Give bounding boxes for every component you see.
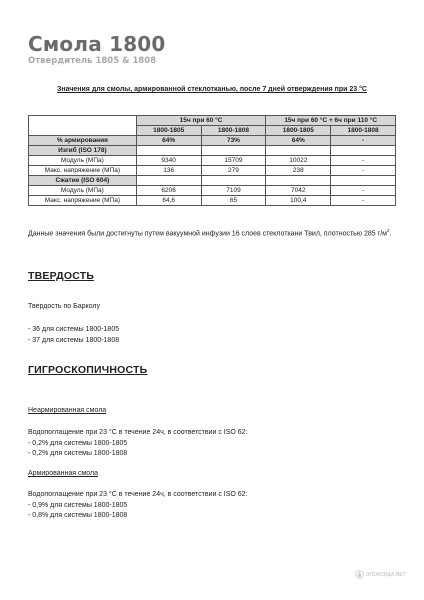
table-cell [266, 146, 331, 156]
table-cell [331, 176, 396, 186]
table-cell: 15709 [201, 156, 266, 166]
table-row [29, 136, 396, 146]
unreinforced-title: Неармированная смола [28, 407, 107, 414]
list-item: - 0,2% для системы 1800-1805 [28, 439, 128, 447]
table-cell: 73% [201, 136, 266, 146]
table-cell: - [331, 166, 396, 176]
table-cell: - [331, 156, 396, 166]
row-label: Модуль (МПа) [29, 156, 137, 166]
table-cell: - [331, 136, 396, 146]
system-header: 1800-1808 [331, 126, 396, 136]
table-cell [136, 146, 201, 156]
system-header: 1800-1805 [266, 126, 331, 136]
hardness-intro: Твердость по Барколу [28, 303, 100, 310]
table-cell: 64% [136, 136, 201, 146]
table-row [29, 116, 396, 126]
document-title: Смола 1800 [28, 32, 166, 56]
table-cell: 279 [201, 166, 266, 176]
table-row [29, 156, 396, 166]
note-text: Данные значения были достигнуты путем вакуумной инфузии 16 слоев стеклоткани Твил, плотностью 285 г/м [28, 230, 387, 238]
note-superscript: 2 [386, 228, 390, 233]
condition-header-1: 15ч при 60 °C [136, 116, 266, 126]
unreinforced-intro: Водопоглащение при 23 °C в течение 24ч, в соответствии с ISO 62: [28, 429, 248, 436]
row-label: Модуль (МПа) [29, 186, 137, 196]
list-item: - 0,9% для системы 1800-1805 [28, 501, 128, 509]
drop-logo-icon [355, 570, 364, 579]
list-item: - 0,8% для системы 1800-1808 [28, 512, 128, 519]
table-cell: - [331, 186, 396, 196]
table-corner-cell [29, 116, 137, 136]
table-cell [201, 176, 266, 186]
table-row [29, 166, 396, 176]
table-cell [136, 176, 201, 186]
list-item: - 0,2% для системы 1800-1808 [28, 450, 128, 457]
hygroscopicity-heading: ГИГРОСКОПИЧНОСТЬ [28, 364, 148, 376]
section-header: Изгиб (ISO 178) [29, 146, 137, 156]
table-cell: 65 [201, 196, 266, 206]
table-cell: 136 [136, 166, 201, 176]
table-cell: 64% [266, 136, 331, 146]
hardness-heading: ТВЕРДОСТЬ [28, 270, 95, 282]
condition-header-2: 15ч при 60 °C + 6ч при 110 °C [266, 116, 396, 126]
table-cell: 238 [266, 166, 331, 176]
table-row [29, 176, 396, 186]
system-header: 1800-1805 [136, 126, 201, 136]
system-header: 1800-1808 [201, 126, 266, 136]
table-caption: Значения для смолы, армированной стеклотканью, после 7 дней отверждения при 23 °C [56, 86, 367, 93]
list-item: - 36 для системы 1800-1805 [28, 326, 120, 333]
table-row [29, 146, 396, 156]
section-header: Сжатие (ISO 604) [29, 176, 137, 186]
row-label: Макс. напряжение (МПа) [29, 196, 137, 206]
footer-logo [355, 570, 406, 579]
note-end: . [389, 230, 392, 238]
properties-table [28, 115, 396, 206]
table-row [29, 186, 396, 196]
row-label: Макс. напряжение (МПа) [29, 166, 137, 176]
table-cell: 6206 [136, 186, 201, 196]
table-cell: 9340 [136, 156, 201, 166]
table-cell: 100,4 [266, 196, 331, 206]
infusion-note [28, 226, 396, 240]
row-label: % армирования [29, 136, 137, 146]
table-row [29, 196, 396, 206]
list-item: - 37 для системы 1800-1808 [28, 336, 120, 344]
table-cell [201, 146, 266, 156]
table-cell [331, 146, 396, 156]
table-cell: 64,6 [136, 196, 201, 206]
document-subtitle: Отвердитель 1805 & 1808 [28, 56, 157, 66]
footer-logo-text: ЭПОКСИДА.NET [366, 571, 406, 578]
table-cell: - [331, 196, 396, 206]
table-cell: 7042 [266, 186, 331, 196]
table-cell: 7109 [201, 186, 266, 196]
table-cell: 10022 [266, 156, 331, 166]
table-cell [266, 176, 331, 186]
reinforced-title: Армированная смола [28, 470, 98, 477]
reinforced-intro: Водопоглащение при 23 °C в течение 24ч, в соответствии с ISO 62: [28, 491, 248, 498]
